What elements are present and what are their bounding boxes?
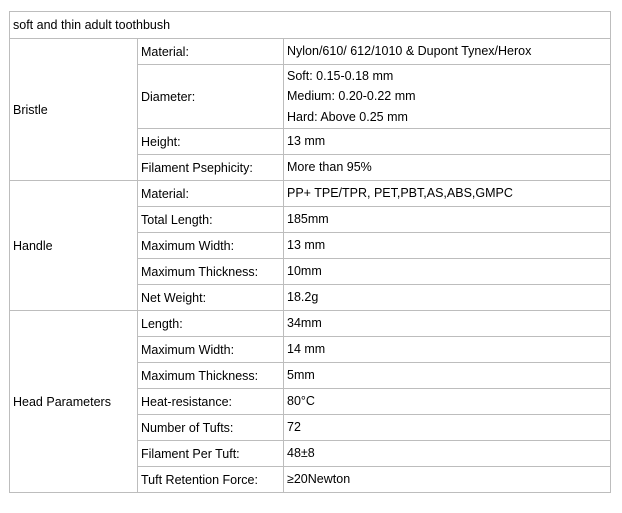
spec-label: Tuft Retention Force:	[138, 467, 284, 493]
spec-value-line: More than 95%	[287, 160, 372, 175]
spec-value	[284, 311, 611, 337]
spec-value-line: 10mm	[287, 264, 322, 279]
spec-label: Material:	[138, 39, 284, 65]
spec-value	[284, 65, 611, 129]
spec-label: Heat-resistance:	[138, 389, 284, 415]
spec-table	[9, 11, 611, 493]
spec-value-line: Medium: 0.20-0.22 mm	[287, 89, 416, 104]
spec-value	[284, 129, 611, 155]
spec-label: Height:	[138, 129, 284, 155]
spec-value-line: 34mm	[287, 316, 322, 331]
spec-label: Maximum Width:	[138, 233, 284, 259]
table-title: soft and thin adult toothbush	[10, 12, 611, 39]
spec-value	[284, 285, 611, 311]
spec-label: Maximum Width:	[138, 337, 284, 363]
spec-value	[284, 389, 611, 415]
spec-label: Filament Psephicity:	[138, 155, 284, 181]
spec-value-line: Soft: 0.15-0.18 mm	[287, 68, 394, 83]
table-row	[10, 311, 611, 337]
spec-value	[284, 467, 611, 493]
spec-value	[284, 207, 611, 233]
spec-value-line: PP+ TPE/TPR, PET,PBT,AS,ABS,GMPC	[287, 186, 513, 201]
spec-value-line: 13 mm	[287, 134, 326, 149]
spec-value-line: 18.2g	[287, 290, 319, 305]
spec-value	[284, 181, 611, 207]
spec-value-line: 5mm	[287, 368, 315, 383]
spec-value	[284, 363, 611, 389]
group-label-head-parameters: Head Parameters	[10, 311, 138, 493]
spec-value	[284, 415, 611, 441]
spec-value	[284, 39, 611, 65]
spec-label: Length:	[138, 311, 284, 337]
group-label-handle: Handle	[10, 181, 138, 311]
spec-label: Maximum Thickness:	[138, 259, 284, 285]
spec-value-line: 14 mm	[287, 342, 326, 357]
spec-value-line: Nylon/610/ 612/1010 & Dupont Tynex/Herox	[287, 44, 532, 59]
spec-value-line: 80°C	[287, 394, 315, 409]
group-label-bristle: Bristle	[10, 39, 138, 181]
spec-label: Number of Tufts:	[138, 415, 284, 441]
spec-value-line: ≥20Newton	[287, 472, 351, 487]
title-row	[10, 12, 611, 39]
spec-label: Maximum Thickness:	[138, 363, 284, 389]
spec-table-body	[10, 12, 611, 493]
spec-value-line: Hard: Above 0.25 mm	[287, 109, 408, 124]
table-row	[10, 181, 611, 207]
spec-label: Filament Per Tuft:	[138, 441, 284, 467]
spec-value	[284, 233, 611, 259]
spec-value-line: 48±8	[287, 446, 315, 461]
spec-value-line: 72	[287, 420, 301, 435]
spec-value-line: 185mm	[287, 212, 329, 227]
spec-label: Diameter:	[138, 65, 284, 129]
table-row	[10, 39, 611, 65]
spec-value	[284, 337, 611, 363]
spec-label: Total Length:	[138, 207, 284, 233]
spec-value-line: 13 mm	[287, 238, 326, 253]
spec-value	[284, 155, 611, 181]
spec-label: Net Weight:	[138, 285, 284, 311]
spec-label: Material:	[138, 181, 284, 207]
spec-value	[284, 441, 611, 467]
spec-value	[284, 259, 611, 285]
